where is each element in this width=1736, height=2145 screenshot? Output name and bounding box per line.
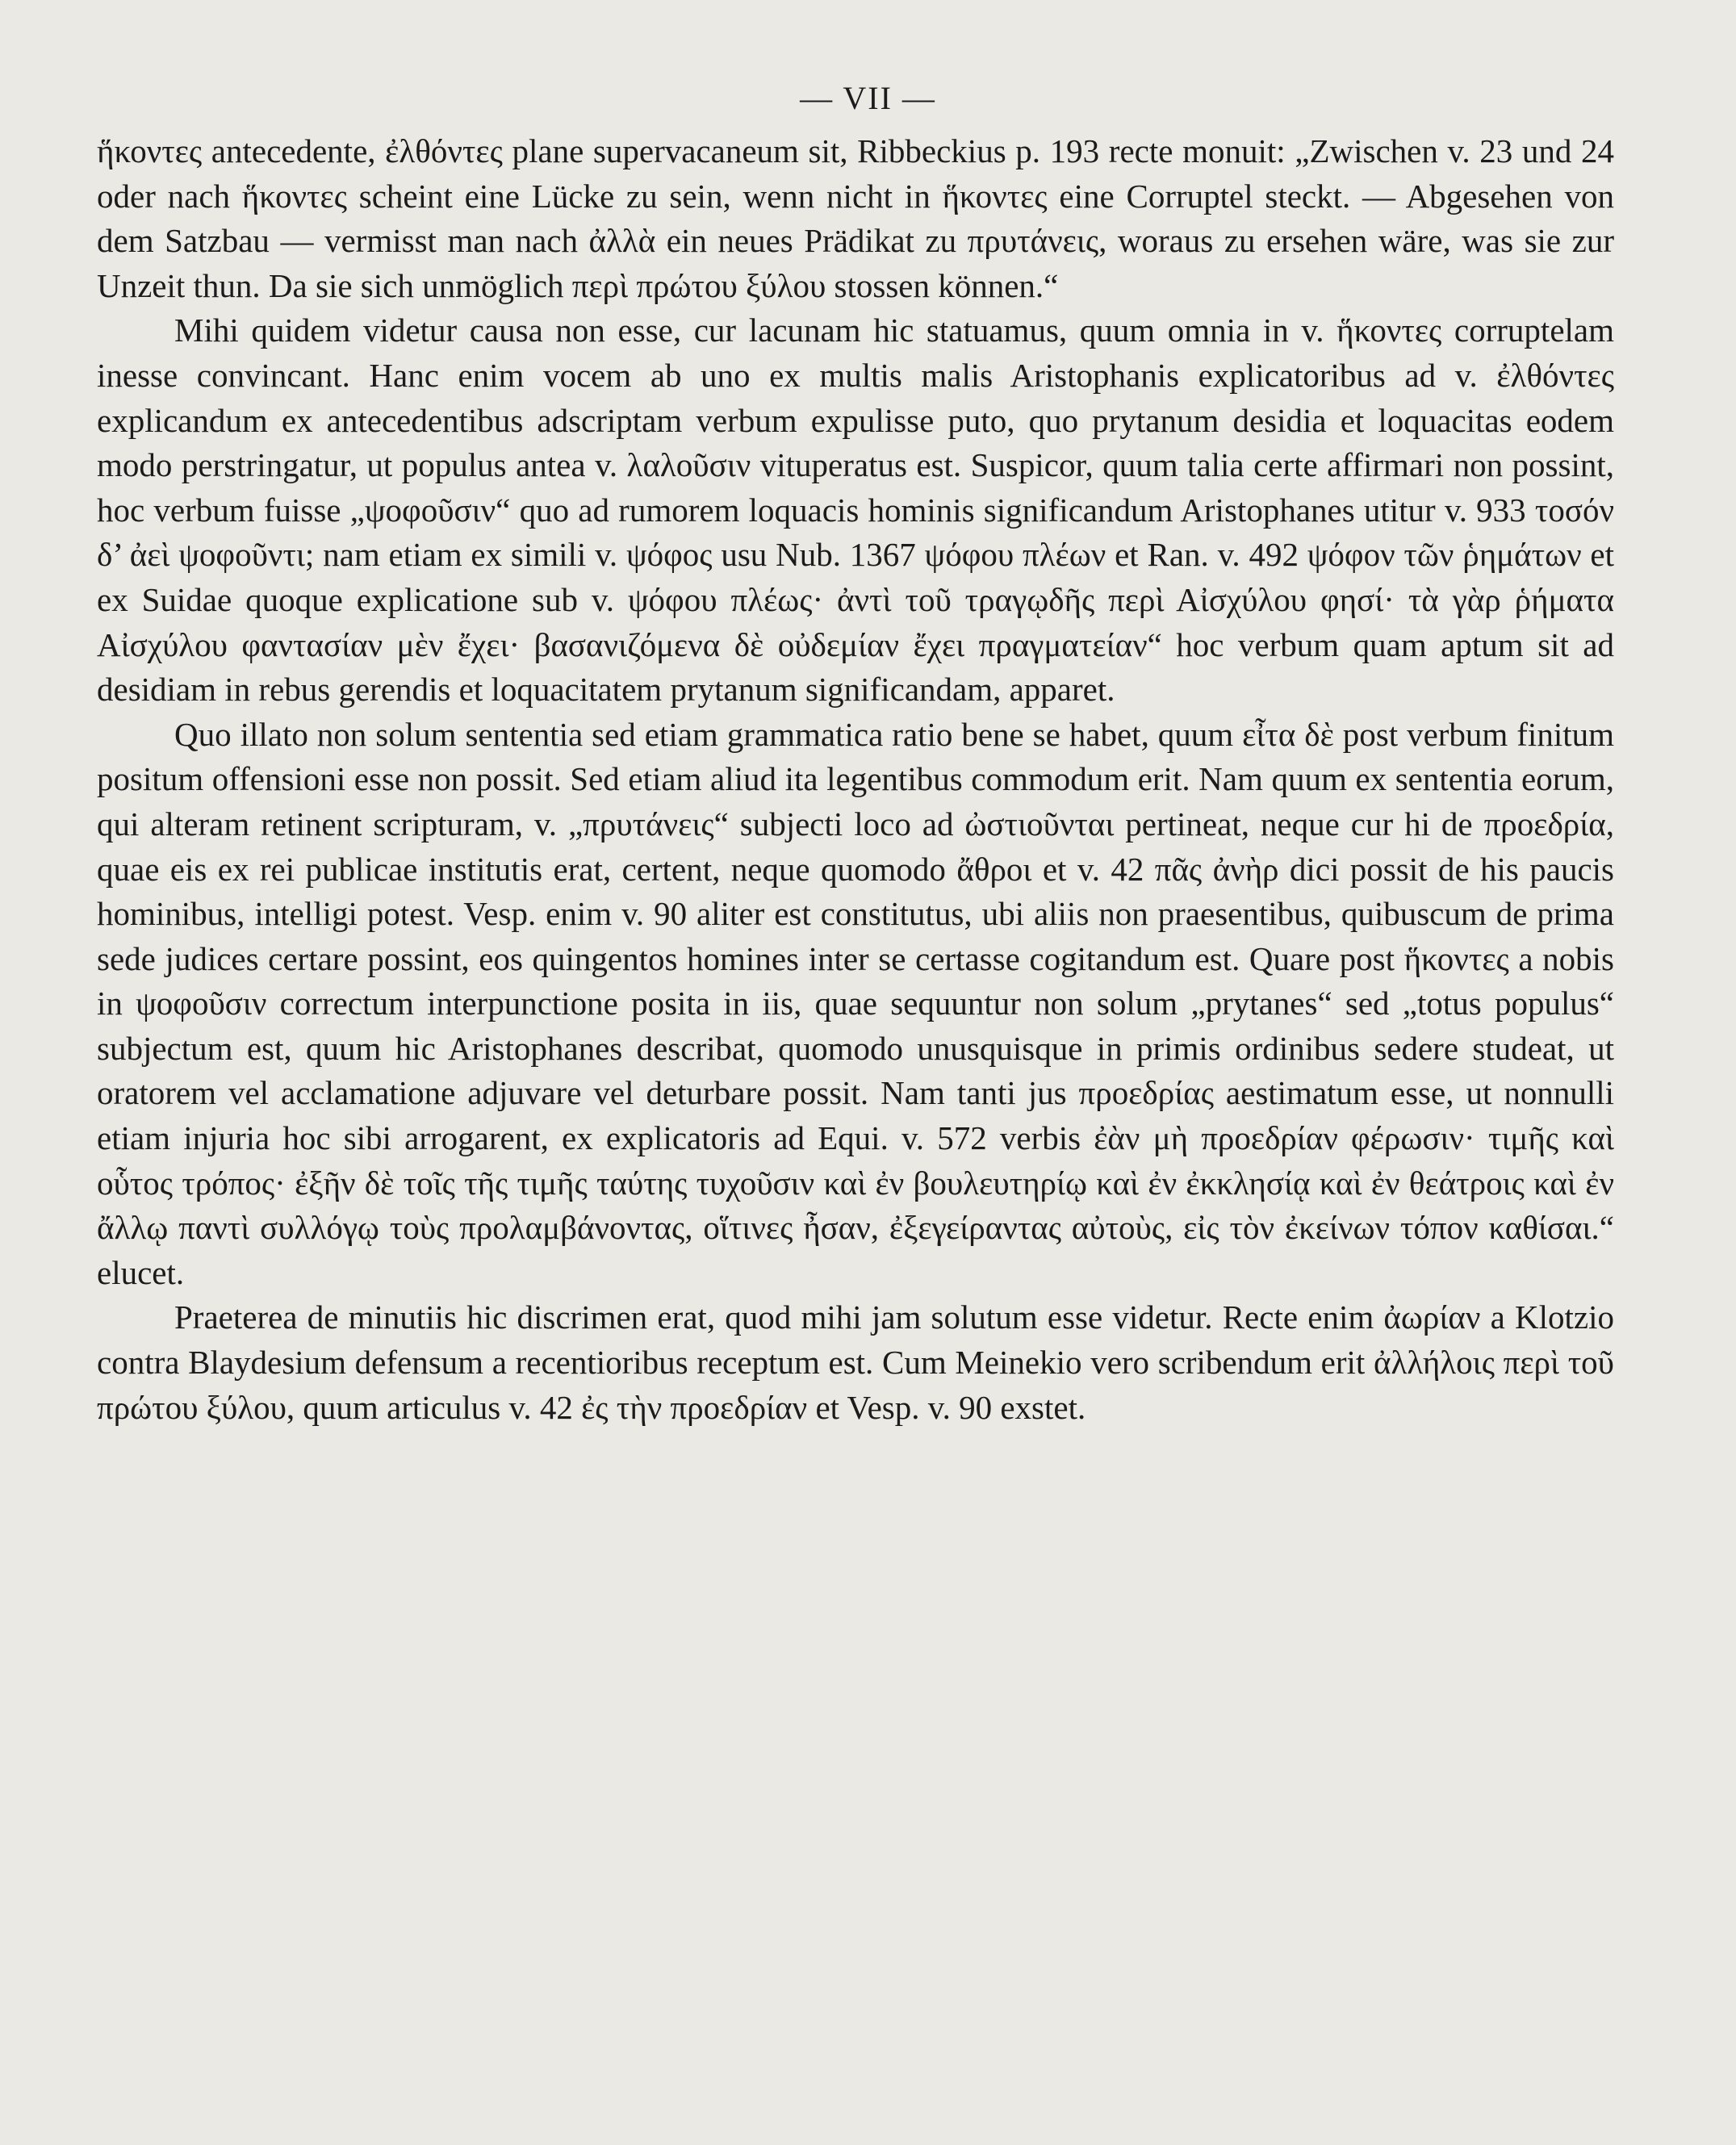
page-number-header: — VII — <box>800 80 936 116</box>
paragraph-2: Mihi quidem videtur causa non esse, cur lacunam hic statuamus, quum omnia in v. ἥκοντες corruptelam inesse convincant. Hanc enim vocem ab uno ex multis malis Aristophanis explicatoribus ad v. ἐλθόντες explicandum ex antecedentibus adscriptam verbum expulisse puto, quo prytanum desidia et loquacitas eodem modo perstringatur, ut populus antea v. λαλοῦσιν vituperatus est. Suspicor, quum talia certe affirmari non possint, hoc verbum fuisse „ψοφοῦσιν“ quo ad rumorem loquacis hominis significandum Aristophanes utitur v. 933 τοσόν δ’ ἀεὶ ψοφοῦντι; nam etiam ex simili v. ψόφος usu Nub. 1367 ψόφου πλέων et Ran. v. 492 ψόφον τῶν ῥημάτων et ex Suidae quoque explicatione sub v. ψόφου πλέως· ἀντὶ τοῦ τραγῳδῆς περὶ Αἰσχύλου φησί· τὰ γὰρ ῥήματα Αἰσχύλου φαντασίαν μὲν ἔχει· βασανιζόμενα δὲ οὐδεμίαν ἔχει πραγματείαν“ hoc verbum quam aptum sit ad desidiam in rebus gerendis et loquacitatem prytanum significandam, apparet. <box>97 312 1614 709</box>
paragraph-3: Quo illato non solum sententia sed etiam grammatica ratio bene se habet, quum εἶτα δὲ post verbum finitum positum offensioni esse non possit. Sed etiam aliud ita legentibus commodum erit. Nam quum ex sententia eorum, qui alteram retinent scripturam, v. „πρυτάνεις“ subjecti loco ad ὠστιοῦνται pertineat, neque cur hi de προεδρία, quae eis ex rei publicae institutis erat, certent, neque quomodo ἄθροι et v. 42 πᾶς ἀνὴρ dici possit de his paucis hominibus, intelligi potest. Vesp. enim v. 90 aliter est constitutus, ubi aliis non praesentibus, quibuscum de prima sede judices certare possint, eos quingentos homines inter se certasse cogitandum est. Quare post ἥκοντες a nobis in ψοφοῦσιν correctum interpunctione posita in iis, quae sequuntur non solum „prytanes“ sed „totus populus“ subjectum est, quum hic Aristophanes describat, quomodo unusquisque in primis ordinibus sedere studeat, ut oratorem vel acclamatione adjuvare vel deturbare possit. Nam tanti jus προεδρίας aestimatum esse, ut nonnulli etiam injuria hoc sibi arrogarent, ex explicatoris ad Equi. v. 572 verbis ἐὰν μὴ προεδρίαν φέρωσιν· τιμῆς καὶ οὗτος τρόπος· ἐξῆν δὲ τοῖς τῆς τιμῆς ταύτης τυχοῦσιν καὶ ἐν βουλευτηρίῳ καὶ ἐν ἐκκλησίᾳ καὶ ἐν θεάτροις καὶ ἐν ἄλλῳ παντὶ συλλόγῳ τοὺς προλαμβάνοντας, οἵτινες ἦσαν, ἐξεγείραντας αὐτοὺς, εἰς τὸν ἐκείνων τόπον καθίσαι.“ elucet. <box>97 715 1614 1291</box>
body-text <box>97 129 1614 1430</box>
paragraph-4: Praeterea de minutiis hic discrimen erat, quod mihi jam solutum esse videtur. Recte enim ἀωρίαν a Klotzio contra Blaydesium defensum a recentioribus receptum est. Cum Meinekio vero scribendum erit ἀλλήλοις περὶ τοῦ πρώτου ξύλου, quum articulus v. 42 ἐς τὴν προεδρίαν et Vesp. v. 90 exstet. <box>97 1298 1614 1426</box>
paragraph-1: ἥκοντες antecedente, ἐλθόντες plane supervacaneum sit, Ribbeckius p. 193 recte monuit: „Zwischen v. 23 und 24 oder nach ἥκοντες scheint eine Lücke zu sein, wenn nicht in ἥκοντες eine Corruptel steckt. — Abgesehen von dem Satzbau — vermisst man nach ἀλλὰ ein neues Prädikat zu πρυτάνεις, woraus zu ersehen wäre, was sie zur Unzeit thun. Da sie sich unmöglich περὶ πρώτου ξύλου stossen können.“ <box>97 132 1614 304</box>
